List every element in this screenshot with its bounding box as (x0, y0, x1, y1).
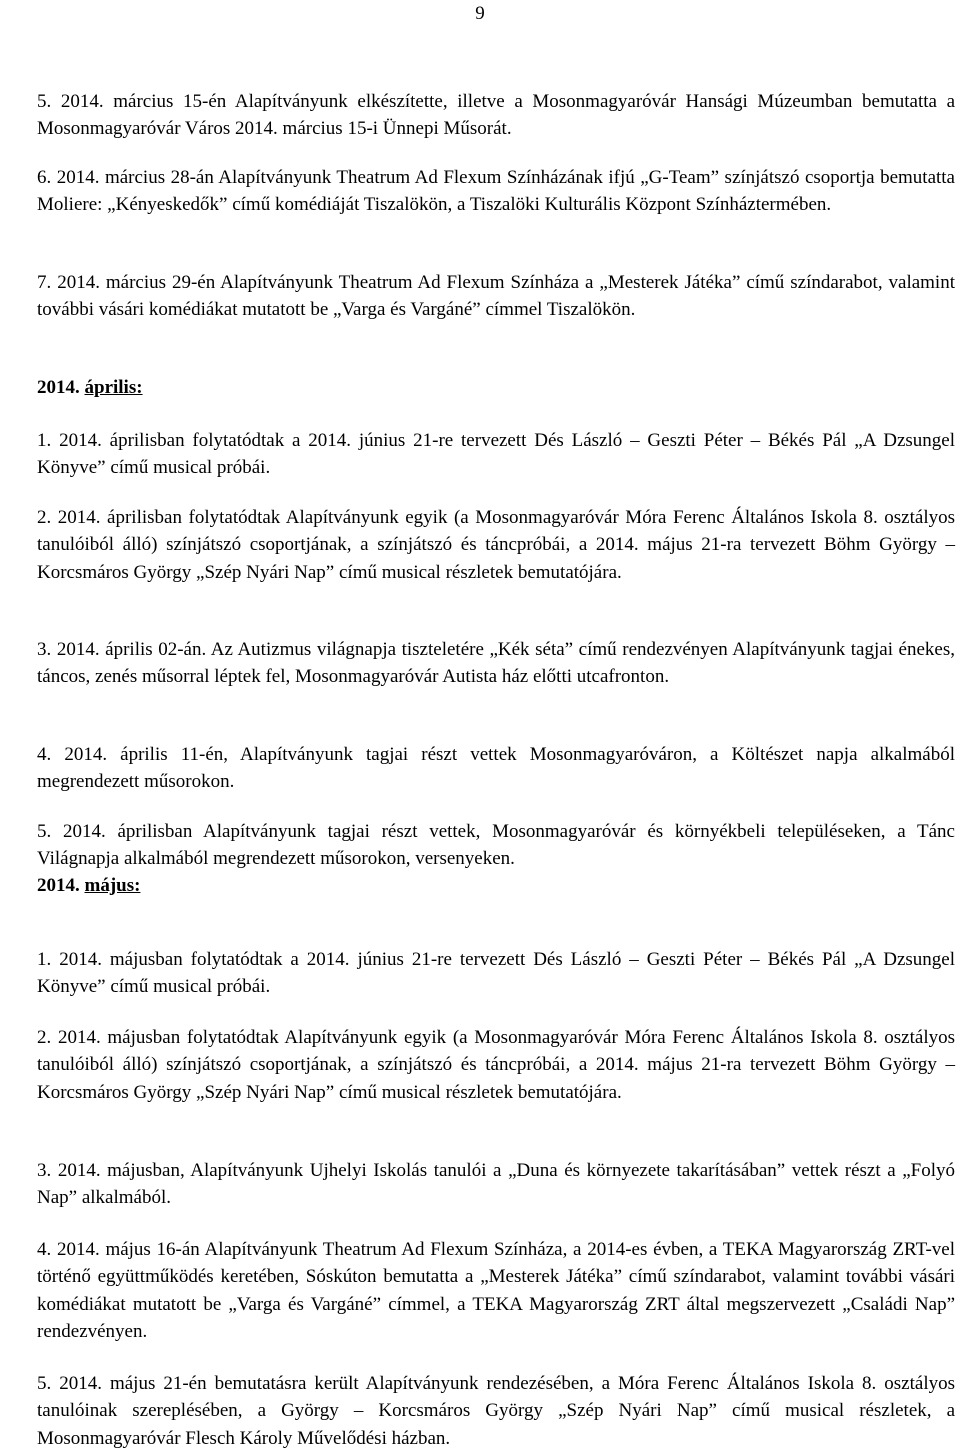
list-item-may-4: 4. 2014. május 16-án Alapítványunk Theatrum Ad Flexum Színháza, a 2014-es évben, a TEKA Magyarország ZRT-vel történő együttműködés keretében, Sóskúton bemutatta a „Mesterek Játéka” című színdarabot, valamint további vásári komédiákat mutatott be „Varga és Vargáné” címmel, a TEKA Magyarország ZRT által megszervezett „Családi Nap” rendezvényen. (37, 1239, 955, 1343)
list-item-may-1: 1. 2014. májusban folytatódtak a 2014. június 21-re tervezett Dés László – Geszti Péter – Békés Pál „A Dzsungel Könyve” című musical próbái. (37, 949, 955, 998)
list-item-april-3: 3. 2014. április 02-án. Az Autizmus világnapja tiszteletére „Kék séta” című rendezvényen Alapítványunk tagjai énekes, táncos, zenés műsorral léptek fel, Mosonmagyaróvár Autista ház előtti utcafronton. (37, 639, 955, 688)
list-item-march-5: 5. 2014. március 15-én Alapítványunk elkészítette, illetve a Mosonmagyaróvár Hansági Múzeumban bemutatta a Mosonmagyaróvár Város 2014. március 15-i Ünnepi Műsorát. (37, 91, 955, 140)
heading-month: május: (84, 875, 141, 896)
list-item-march-7: 7. 2014. március 29-én Alapítványunk Theatrum Ad Flexum Színháza a „Mesterek Játéka” című színdarabot, valamint további vásári komédiákat mutatott be „Varga és Vargáné” címmel Tiszalökön. (37, 272, 955, 321)
list-item-april-1: 1. 2014. áprilisban folytatódtak a 2014. június 21-re tervezett Dés László – Geszti Péter – Békés Pál „A Dzsungel Könyve” című musical próbái. (37, 430, 955, 479)
section-heading-may (37, 872, 140, 899)
list-item-march-6: 6. 2014. március 28-án Alapítványunk Theatrum Ad Flexum Színházának ifjú „G-Team” színjátszó csoportja bemutatta Moliere: „Kényeskedők” című komédiáját Tiszalökön, a Tiszalöki Kulturális Központ Színháztermében. (37, 167, 955, 216)
heading-month: április: (84, 377, 143, 398)
list-item-april-2: 2. 2014. áprilisban folytatódtak Alapítványunk egyik (a Mosonmagyaróvár Móra Ferenc Általános Iskola 8. osztályos tanulóiból álló) színjátszó csoportjának, a színjátszó és táncpróbái, a 2014. május 21-ra tervezett Böhm György – Korcsmáros György „Szép Nyári Nap” című musical részletek bemutatójára. (37, 507, 955, 583)
list-item-may-3: 3. 2014. májusban, Alapítványunk Ujhelyi Iskolás tanulói a „Duna és környezete takarításában” vettek részt a „Folyó Nap” alkalmából. (37, 1160, 955, 1209)
list-item-april-5: 5. 2014. áprilisban Alapítványunk tagjai részt vettek, Mosonmagyaróvár és környékbeli településeken, a Tánc Világnapja alkalmából megrendezett műsorokon, versenyeken. (37, 821, 955, 870)
list-item-may-2: 2. 2014. májusban folytatódtak Alapítványunk egyik (a Mosonmagyaróvár Móra Ferenc Általános Iskola 8. osztályos tanulóiból álló) színjátszó csoportjának, a színjátszó és táncpróbái, a 2014. május 21-ra tervezett Böhm György – Korcsmáros György „Szép Nyári Nap” című musical részletek bemutatójára. (37, 1027, 955, 1103)
heading-year: 2014. (37, 875, 80, 896)
list-item-may-5: 5. 2014. május 21-én bemutatásra került Alapítványunk rendezésében, a Móra Ferenc Általános Iskola 8. osztályos tanulóinak szereplésében, a György – Korcsmáros György „Szép Nyári Nap” című musical részletek, a Mosonmagyaróvár Flesch Károly Művelődési házban. (37, 1373, 955, 1449)
page-number: 9 (475, 3, 485, 24)
section-heading-april (37, 374, 143, 401)
heading-year: 2014. (37, 377, 80, 398)
list-item-april-4: 4. 2014. április 11-én, Alapítványunk tagjai részt vettek Mosonmagyaróváron, a Költészet napja alkalmából megrendezett műsorokon. (37, 744, 955, 793)
